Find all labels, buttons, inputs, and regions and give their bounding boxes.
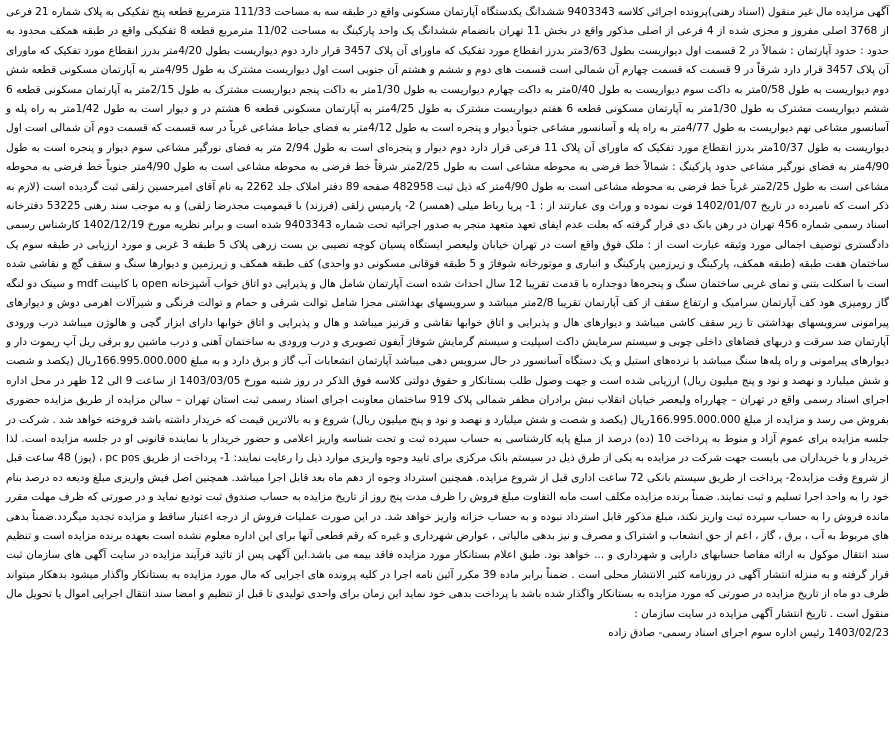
notice-footer-signature: 1403/02/23 رئیس اداره سوم اجرای اسناد رسمی- صادق زاده	[608, 627, 889, 639]
notice-body-text: آگهی مزایده مال غیر منقول (اسناد رهنی)پرونده اجرائی کلاسه 9403343 ششدانگ یکدستگاه آپارتمان مسکونی واقع در طبقه سه به مساحت 111/33 مترمربع قطعه پنج تفکیکی به پلاک شماره 21 فرعی از 3768 اصلی مفروز و مجزی شده از 4 فرعی از اصلی مذکور واقع در بخش 11 تهران بانضمام ششدانگ یک واحد پارکینگ به مساحت 11/02 مترمربع قطعه 8 تفکیکی واقع در طبقه همکف محدود به حدود : حدود آپارتمان : شمالاً در 2 قسمت اول دیواریست بطول 3/63متر بدرز انقطاع مورد تفکیک که ماورای آن پلاک 3457 قرار دارد دوم دیواریست بطول 4/20متر بدرز انقطاع مورد تفکیک که ماورای آن پلاک 3457 قرار دارد شرقاً در 9 قسمت که قسمت چهارم آن شمالی است قسمت های دوم و ششم و هشتم آن جنوبی است اول دیواریست مشترک به طول 4/95متر به آپارتمان مسکونی قطعه شش دوم دیواریست به طول 0/58متر به داکت سوم دیواریست به طول 0/40متر به داکت چهارم دیواریست به طول 1/30متر به داکت پنجم دیواریست مشترک به طول 2/15متر به آپارتمان مسکونی قطعه 6 ششم دیواریست مشترک به طول 1/30متر به آپارتمان مسکونی قطعه 6 هفتم دیواریست مشترک به طول 4/25متر به آپارتمان مسکونی قطعه 6 هشتم در و دیوار است به طول 1/42متر به راه پله و آسانسور مشاعی نهم دیواریست به طول 4/77متر به راه پله و آسانسور مشاعی جنوباً دیوار و پنجره است به طول 4/12متر به فضای حیاط مشاعی غرباً در سه قسمت که قسمت دوم آن شمالی است اول دیواریست به طول 10/37متر بدرز انقطاع مورد تفکیک که ماورای آن پلاک 11 فرعی قرار دارد دوم دیوار و پنجره‌ای است به طول 2/94 متر به فضای نورگیر مشاعی سوم دیوار و پنجره است به طول 4/90متر به فضای نورگیر مشاعی حدود پارکینگ : شمالاً خط فرضی به محوطه مشاعی است به طول 2/25متر شرقاً خط فرضی به محوطه مشاعی است به طول 4/90متر جنوباً خط فرضی به محوطه مشاعی است به طول 2/25متر غرباً خط فرضی به محوطه مشاعی است به طول 4/90متر که ذیل ثبت 482958 صفحه 89 دفتر املاک جلد 2262 به نام آقای امیرحسین زلقی ثبت گردیده است (لازم به ذکر است که نامبرده در تاریخ 1402/01/07 فوت نموده و وراث وی عبارتند از : 1- پریا رباط میلی (همسر) 2- پارمیس زلقی (فرزند) با قیمومیت مجدرضا زلقی) و به موجب سند رهنی 53225 دفترخانه اسناد رسمی شماره 456 تهران در رهن بانک دی قرار گرفته که بعلت عدم ایفای تعهد متعهد منجر به صدور اجرائیه تحت شماره 9403343 شده است و برابر نظریه مورخ 1402/12/19 کارشناس رسمی دادگستری توصیف اجمالی مورد وثیقه عبارت است از : ملک فوق واقع است در تهران خیابان ولیعصر ایستگاه پسیان کوچه نصیبی بن بست زرهی پلاک 5 طبقه 3 غربی و مورد ارزیابی در طبقه سوم یک ساختمان هفت طبقه (طبقه همکف، پارکینگ و زیرزمین پارکینگ و انباری و موتورخانه شوفاژ و 5 طبقه فوقانی مسکونی دو واحدی) کف طبقه همکف و زیرزمین و دیوارها سنگ و سقف گچ و نقاشی شده است با اسکلت بتنی و نمای غربی ساختمان سنگ و پنجره‌ها دوجداره با قدمت تقریبا 12 سال احداث شده است آپارتمان شامل هال و پذیرایی دو اتاق خواب آشپزخانه open با کابینت mdf و سینک دو لنگه گاز رومیزی هود کف آپارتمان سرامیک و ارتفاع سقف از کف آپارتمان تقریبا 2/8متر میباشد و سرویسهای بهداشتی مجزا شامل توالت شرقی و حمام و توالت فرنگی و شیرآلات اهرمی دوش و دیوارهای پیرامونی سرویسهای بهداشتی تا زیر سقف کاشی میباشد و دیوارهای هال و پذیرایی و اتاق خوابها نقاشی و قرنیز میباشد و هال و پذیرایی و اتاق خوابها دارای ابزار گچی و هالوژن میباشد درب ورودی آپارتمان ضد سرقت و دربهای فضاهای داخلی چوبی و سیستم سرمایش داکت اسپلیت و سیستم گرمایش شوفاژ آیفون تصویری و درب ورودی به ساختمان آهنی و درب ماشین رو برقی ریل آپ ریموت دار و دیوارهای پیرامونی و راه پله‌ها سنگ میباشد با نرده‌های استیل و یک دستگاه آسانسور در حال سرویس دهی میباشد آپارتمان انشعابات آب گاز و برق دارد و به مبلغ 166.995.000.000ریال (یکصد و شصت و شش میلیارد و نهصد و نود و پنج میلیون ریال) ارزیابی شده است و جهت وصول طلب بستانکار و حقوق دولتی کلاسه فوق الذکر در روز شنبه مورخ 1403/03/05 از ساعت 9 الی 12 ظهر در محل اداره اجرای اسناد رسمی واقع در تهران – چهارراه ولیعصر خیابان انقلاب نبش برادران مظفر شمالی پلاک 919 ساختمان معاونت اجرای اسناد رسمی ثبت استان تهران – سالن مزایده از طریق مزایده حضوری بفروش می رسد و مزایده از مبلغ 166.995.000.000ریال (یکصد و شصت و شش میلیارد و نهصد و نود و پنج میلیون ریال) شروع و به بالاترین قیمت که خریدار داشته باشد فروخته خواهد شد . شرکت در جلسه مزایده برای عموم آزاد و منوط به پرداخت 10 (ده) درصد از مبلغ پایه کارشناسی به حساب سپرده ثبت و تحت شناسه واریز اعلامی و حضور خریدار یا نماینده قانونی او در جلسه مزایده است. لذا خریدار و یا خریداران می بایست جهت شرکت در مزایده به یکی از طرق ذیل در سیستم بانک مرکزی برای تایید وجوه واریزی موارد ذیل را رعایت نمایند: 1- پرداخت از طریق pc pos ، (پوز) 48 ساعت قبل از شروع وقت مزایده2- پرداخت از طریق سیستم بانکی 72 ساعت اداری قبل از شروع مزایده. همچنین استرداد وجوه از دهم ماه بعد قابل اجرا میباشد. همچنین اصل فیش واریزی مبلغ ودیعه ده درصد بنام خود را به واحد اجرا تسلیم و ثبت نمایند. ضمناً برنده مزایده مکلف است مابه التفاوت مبلغ فروش را ظرف مدت پنج روز از تاریخ مزایده به حساب صندوق ثبت تودیع نماید و در صورتی که ظرف مهلت مقرر مانده فروش را به حساب سپرده ثبت واریز نکند، مبلغ مذکور قابل استرداد نبوده و به حساب خزانه واریز خواهد شد. در این صورت عملیات فروش از درجه اعتبار ساقط و مزایده تجدید میگردد.ضمناً بدهی های مربوط به آب ، برق ، گاز ، اعم از حق انشعاب و اشتراک و مصرف و نیز بدهی مالیاتی ، عوارض شهرداری و غیره که رقم قطعی آنها برای این اداره معلوم نشده است بعهده برنده مزایده است و تنظیم سند انتقال موکول به ارائه مفاصا حسابهای دارایی و شهرداری و ... خواهد بود. طبق اعلام بستانکار مورد مزایده فاقد بیمه می باشد.این آگهی پس از تائید فرآیند مزایده در سایت آگهی های سازمان ثبت قرار گرفته و به منزله انتشار آگهی در روزنامه کثیر الانتشار محلی است . ضمناً برابر ماده 39 مکرر آئین نامه اجرا در کلیه پرونده های اجرایی که مال مورد مزایده به بستانکار واگذار میشود بدهکار میتواند ظرف دو ماه از تاریخ مزایده در صورتی که مورد مزایده به بستانکار واگذار شده باشد با پرداخت بدهی خود نماید این زمان برای واحدی تولیدی تا قبل از تنظیم و امضا سند انتقال اجرایی اموال یا تحویل مال منقول است . تاریخ انتشار آگهی مزایده در سایت سازمان :	[6, 6, 890, 620]
